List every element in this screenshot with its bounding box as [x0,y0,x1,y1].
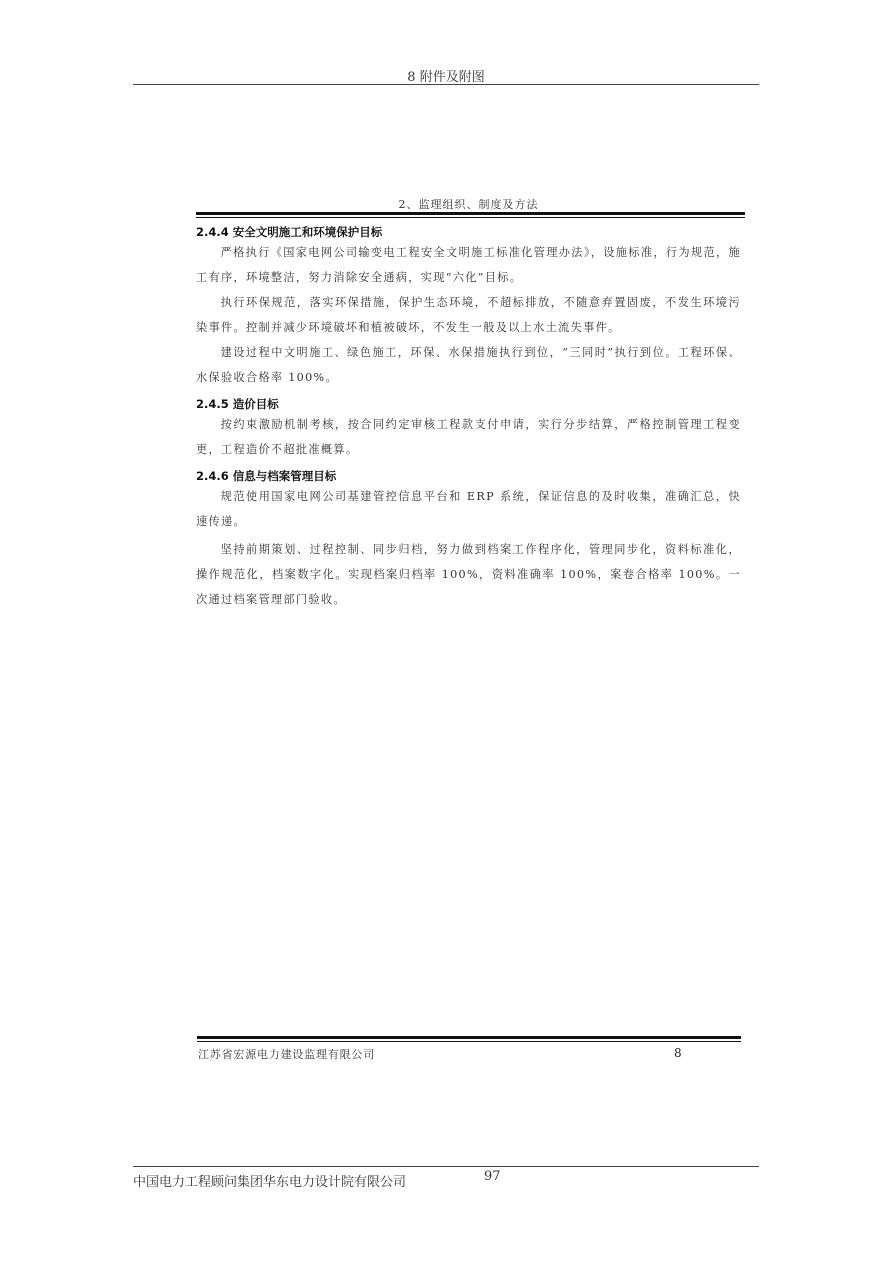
section-heading-cost: 2.4.5 造价目标 [196,397,279,411]
inner-footer-company: 江苏省宏源电力建设监理有限公司 [198,1048,375,1061]
paragraph: 按约束激励机制考核，按合同约定审核工程款支付申请，实行分步结算，严格控制管理工程变更，工程造价不超批准概算。 [196,418,741,456]
paragraph: 执行环保规范，落实环保措施，保护生态环境，不超标排放，不随意弃置固废，不发生环境污染事件。控制并减少环境破坏和植被破坏，不发生一般及以上水土流失事件。 [196,296,741,334]
outer-header-divider [133,84,759,85]
outer-footer-page-number: 97 [484,1169,501,1184]
document-body [196,224,741,612]
inner-footer-page-number: 8 [674,1046,682,1060]
inner-footer-divider-thin [197,1041,741,1042]
paragraph: 建设过程中文明施工、绿色施工，环保、水保措施执行到位，“三同时”执行到位。工程环保、水保验收合格率 100%。 [196,346,741,384]
inner-header-divider-thick [196,212,745,215]
outer-footer-company: 中国电力工程顾问集团华东电力设计院有限公司 [133,1175,407,1190]
section-heading-archive: 2.4.6 信息与档案管理目标 [196,469,337,483]
outer-header-title: 8 附件及附图 [407,70,485,85]
paragraph: 规范使用国家电网公司基建管控信息平台和 ERP 系统，保证信息的及时收集，准确汇总，快速传递。 [196,490,741,528]
inner-header-divider-thin [196,217,745,218]
inner-footer-divider-thick [197,1036,741,1039]
outer-footer-divider [133,1166,759,1167]
paragraph: 严格执行《国家电网公司输变电工程安全文明施工标准化管理办法》，设施标准，行为规范，施工有序，环境整洁，努力消除安全通病，实现“六化”目标。 [196,246,741,284]
section-heading-safety: 2.4.4 安全文明施工和环境保护目标 [196,225,383,239]
inner-header-title: 2、监理组织、制度及方法 [398,198,539,211]
paragraph: 坚持前期策划、过程控制、同步归档，努力做到档案工作程序化，管理同步化，资料标准化，操作规范化，档案数字化。实现档案归档率 100%，资料准确率 100%，案卷合格率 100%。一次通过档案管理部门验收。 [196,543,741,606]
